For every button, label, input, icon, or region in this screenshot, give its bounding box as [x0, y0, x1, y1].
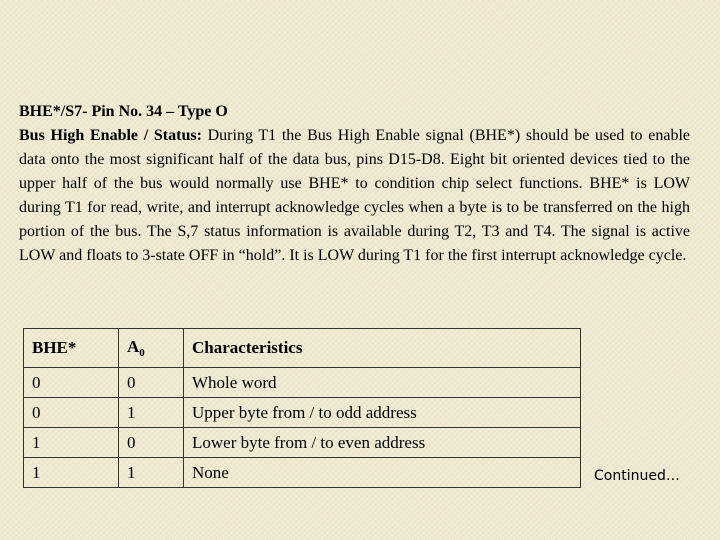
header-a0-subscript: 0	[139, 347, 145, 359]
description-term: Bus High Enable / Status:	[19, 127, 202, 144]
table-row	[24, 368, 581, 398]
table-header-row	[24, 329, 581, 368]
cell-bhe: 1	[24, 428, 119, 458]
header-a0-main: A	[127, 337, 140, 356]
text-block	[19, 100, 690, 268]
pin-description	[19, 124, 690, 268]
cell-a0: 1	[119, 458, 184, 488]
header-characteristics: Characteristics	[184, 329, 581, 368]
cell-bhe: 0	[24, 368, 119, 398]
cell-characteristics: Lower byte from / to even address	[184, 428, 581, 458]
cell-characteristics: Whole word	[184, 368, 581, 398]
table-row	[24, 458, 581, 488]
cell-a0: 0	[119, 428, 184, 458]
cell-characteristics: Upper byte from / to odd address	[184, 398, 581, 428]
table-row	[24, 428, 581, 458]
pin-heading: BHE*/S7- Pin No. 34 – Type O	[19, 103, 228, 120]
header-bhe: BHE*	[24, 329, 119, 368]
bhe-a0-table	[23, 328, 581, 488]
table-row	[24, 398, 581, 428]
cell-characteristics: None	[184, 458, 581, 488]
continued-label: Continued…	[594, 468, 680, 484]
cell-a0: 0	[119, 368, 184, 398]
cell-bhe: 0	[24, 398, 119, 428]
header-a0	[119, 329, 184, 368]
description-text: During T1 the Bus High Enable signal (BHE*) should be used to enable data onto the most significant half of the data bus, pins D15-D8. Eight bit oriented devices tied to the upper half of the bus would normally use BHE* to condition chip select functions. BHE* is LOW during T1 for read, write, and interrupt acknowledge cycles when a byte is to be transferred on the high portion of the bus. The S,7 status information is available during T2, T3 and T4. The signal is active LOW and floats to 3-state OFF in “hold”. It is LOW during T1 for the first interrupt acknowledge cycle.	[19, 127, 691, 264]
cell-a0: 1	[119, 398, 184, 428]
cell-bhe: 1	[24, 458, 119, 488]
